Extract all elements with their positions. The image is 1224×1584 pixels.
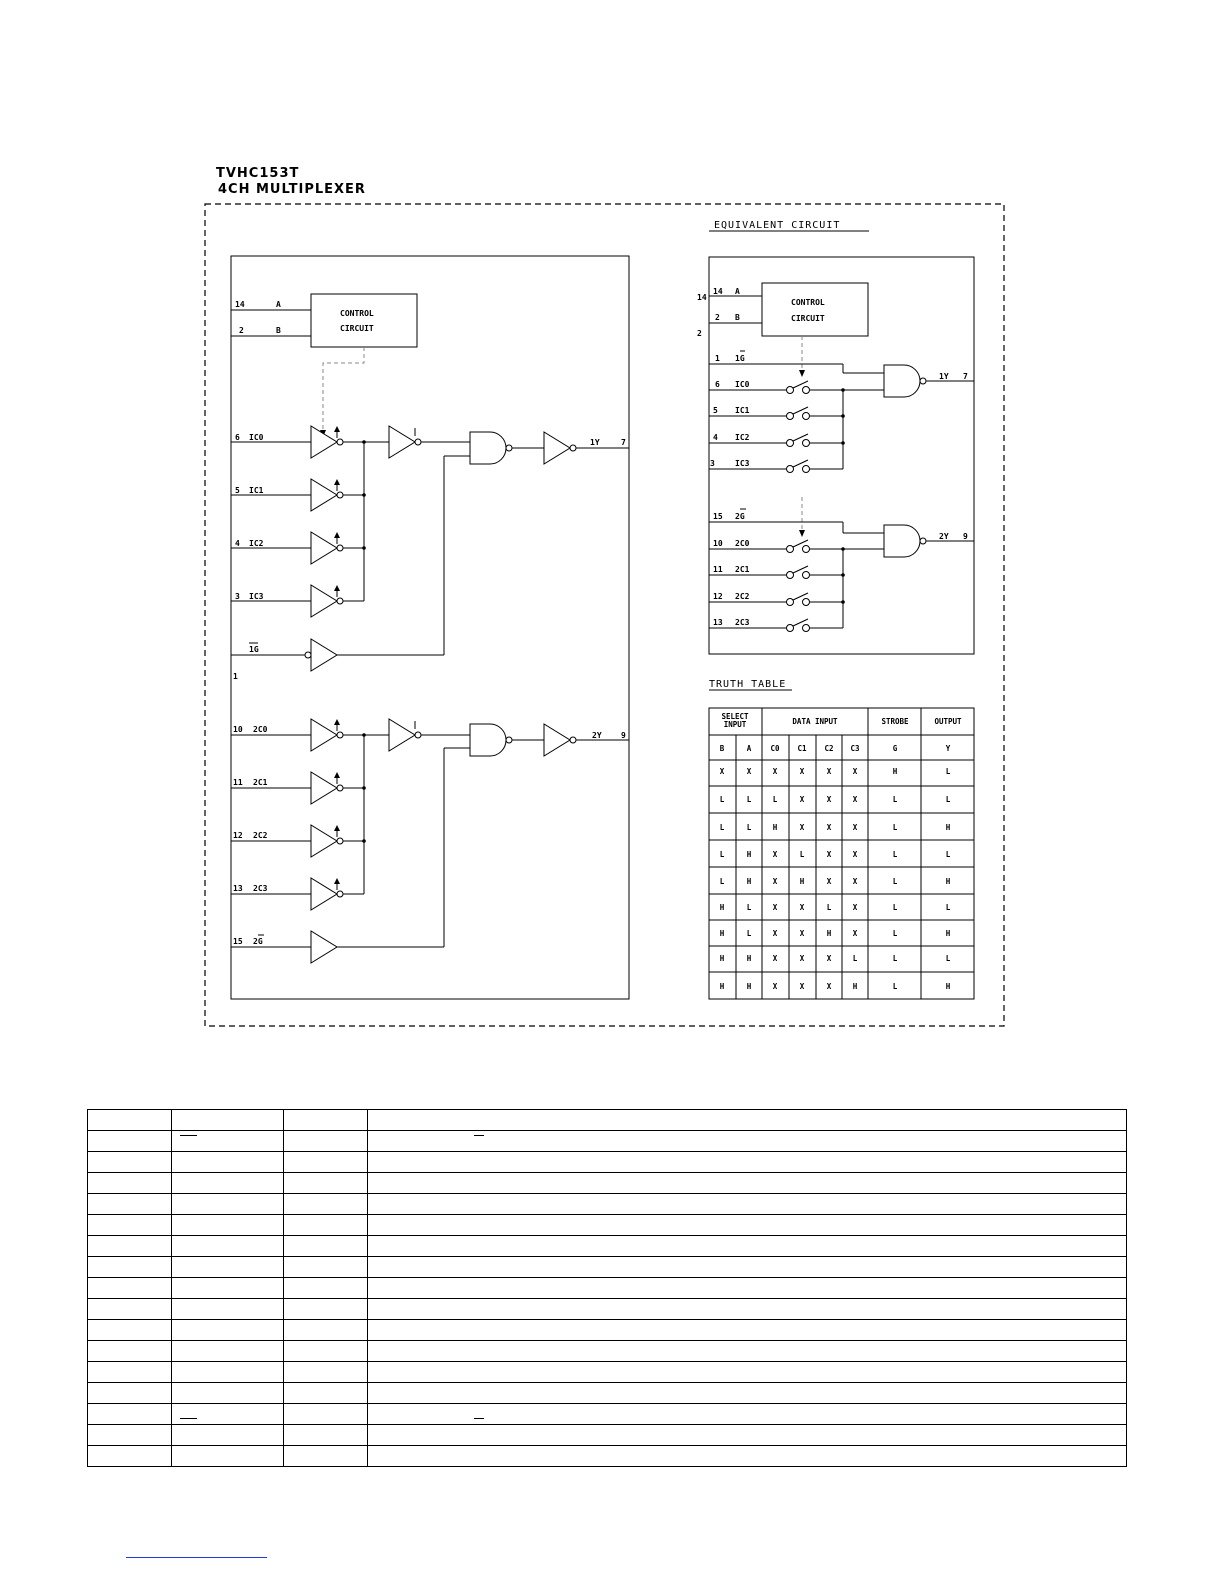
table-cell — [172, 1425, 284, 1446]
table-row — [88, 1173, 1127, 1194]
truth-table-cell: X — [826, 823, 832, 832]
truth-table-cell: X — [826, 795, 832, 804]
table-cell — [172, 1362, 284, 1383]
svg-text:1Y: 1Y — [590, 438, 600, 447]
truth-table-cell: X — [852, 767, 858, 776]
svg-text:10: 10 — [713, 539, 723, 548]
truth-table-cell: L — [945, 795, 951, 804]
table-row — [88, 1383, 1127, 1404]
truth-table-cell: L — [746, 929, 752, 938]
table-cell — [284, 1299, 368, 1320]
table-cell — [284, 1131, 368, 1152]
svg-text:CONTROL: CONTROL — [791, 298, 825, 307]
svg-text:13: 13 — [713, 618, 723, 627]
truth-table-cell: L — [945, 954, 951, 963]
svg-text:2C1: 2C1 — [253, 778, 268, 787]
truth-table-cell: X — [799, 982, 805, 991]
table-cell — [284, 1362, 368, 1383]
table-cell — [368, 1152, 1127, 1173]
table-cell — [172, 1299, 284, 1320]
truth-table-column-header: Y — [945, 744, 951, 753]
table-cell — [284, 1257, 368, 1278]
truth-table-cell: X — [826, 982, 832, 991]
truth-table-cell: X — [799, 903, 805, 912]
truth-table-cell: H — [799, 877, 805, 886]
table-row — [88, 1425, 1127, 1446]
svg-text:5: 5 — [235, 486, 240, 495]
table-cell — [284, 1404, 368, 1425]
table-cell — [172, 1341, 284, 1362]
strobe-1-label: 1G — [249, 645, 259, 654]
truth-table-cell: X — [772, 767, 778, 776]
truth-table-cell: X — [799, 929, 805, 938]
svg-text:IC1: IC1 — [249, 486, 264, 495]
table-row — [88, 1152, 1127, 1173]
table-row — [88, 1299, 1127, 1320]
svg-text:1G: 1G — [735, 354, 745, 363]
table-cell — [284, 1341, 368, 1362]
truth-table-cell: X — [826, 954, 832, 963]
truth-table-column-header: B — [719, 744, 725, 753]
truth-table-cell: X — [826, 877, 832, 886]
table-cell — [172, 1236, 284, 1257]
svg-text:1: 1 — [233, 672, 238, 681]
table-cell — [284, 1278, 368, 1299]
table-cell — [88, 1236, 172, 1257]
truth-table-cell: L — [852, 954, 858, 963]
table-cell — [88, 1341, 172, 1362]
truth-table-cell: L — [892, 903, 898, 912]
table-cell — [284, 1215, 368, 1236]
svg-text:13: 13 — [233, 884, 243, 893]
control-label-1: CONTROL — [340, 309, 374, 318]
truth-table-cell: H — [719, 903, 725, 912]
table-cell — [284, 1320, 368, 1341]
svg-text:IC2: IC2 — [249, 539, 264, 548]
truth-table-cell: H — [945, 982, 951, 991]
table-cell — [172, 1278, 284, 1299]
table-cell — [368, 1215, 1127, 1236]
overline-mark — [180, 1135, 197, 1136]
svg-text:2Y: 2Y — [939, 532, 949, 541]
truth-table-cell: X — [852, 903, 858, 912]
svg-text:IC0: IC0 — [249, 433, 264, 442]
svg-text:14: 14 — [713, 287, 723, 296]
svg-text:11: 11 — [713, 565, 723, 574]
control-label-2: CIRCUIT — [340, 324, 374, 333]
svg-text:INPUT: INPUT — [723, 720, 747, 729]
svg-text:IC1: IC1 — [735, 406, 750, 415]
svg-text:IC2: IC2 — [735, 433, 750, 442]
svg-text:2C3: 2C3 — [253, 884, 268, 893]
strobe-2-label: 2G — [253, 937, 263, 946]
svg-text:2C3: 2C3 — [735, 618, 750, 627]
truth-table-cell: L — [772, 795, 778, 804]
truth-table-cell: X — [852, 929, 858, 938]
truth-table-cell: H — [719, 954, 725, 963]
truth-table-cell: H — [772, 823, 778, 832]
footer-link-underline — [126, 1557, 267, 1558]
svg-text:STROBE: STROBE — [881, 717, 909, 726]
svg-text:12: 12 — [233, 831, 243, 840]
table-row — [88, 1257, 1127, 1278]
truth-table-cell: L — [719, 795, 725, 804]
truth-table-cell: X — [772, 929, 778, 938]
svg-text:2C2: 2C2 — [735, 592, 750, 601]
truth-table-cell: X — [799, 823, 805, 832]
svg-text:IC3: IC3 — [735, 459, 750, 468]
pin-name: A — [276, 300, 281, 309]
table-cell — [88, 1215, 172, 1236]
truth-table-cell: H — [746, 982, 752, 991]
svg-text:2C0: 2C0 — [253, 725, 268, 734]
svg-text:2C0: 2C0 — [735, 539, 750, 548]
svg-text:9: 9 — [963, 532, 968, 541]
truth-table-cell: L — [746, 823, 752, 832]
svg-text:6: 6 — [715, 380, 720, 389]
truth-table-cell: L — [719, 823, 725, 832]
svg-text:7: 7 — [621, 438, 626, 447]
table-cell — [88, 1404, 172, 1425]
svg-text:3: 3 — [235, 592, 240, 601]
truth-table-cell: L — [945, 850, 951, 859]
table-row — [88, 1236, 1127, 1257]
table-cell — [368, 1236, 1127, 1257]
table-cell — [172, 1257, 284, 1278]
table-cell — [172, 1194, 284, 1215]
table-cell — [368, 1131, 1127, 1152]
control-circuit-box — [311, 294, 417, 347]
table-cell — [88, 1152, 172, 1173]
table-cell — [368, 1110, 1127, 1131]
truth-table-cell: L — [892, 877, 898, 886]
table-cell — [284, 1194, 368, 1215]
truth-table-cell: L — [945, 903, 951, 912]
truth-table-cell: L — [799, 850, 805, 859]
pin-num: 14 — [235, 300, 245, 309]
table-cell — [284, 1152, 368, 1173]
table-cell — [368, 1404, 1127, 1425]
table-cell — [88, 1320, 172, 1341]
truth-table-column-header: C3 — [850, 744, 860, 753]
pin-num: 2 — [239, 326, 244, 335]
truth-table-cell: X — [852, 795, 858, 804]
table-cell — [368, 1425, 1127, 1446]
overline-mark — [180, 1418, 197, 1419]
table-row — [88, 1341, 1127, 1362]
table-cell — [368, 1362, 1127, 1383]
table-cell — [284, 1446, 368, 1467]
table-cell — [88, 1299, 172, 1320]
svg-text:6: 6 — [235, 433, 240, 442]
table-cell — [88, 1362, 172, 1383]
svg-text:DATA INPUT: DATA INPUT — [792, 717, 838, 726]
svg-text:5: 5 — [713, 406, 718, 415]
truth-table-cell: H — [826, 929, 832, 938]
truth-table-cell: H — [719, 982, 725, 991]
svg-text:4: 4 — [713, 433, 718, 442]
table-cell — [368, 1194, 1127, 1215]
truth-table-cell: X — [746, 767, 752, 776]
svg-text:2G: 2G — [735, 512, 745, 521]
truth-table-cell: X — [852, 850, 858, 859]
table-cell — [368, 1383, 1127, 1404]
table-row — [88, 1131, 1127, 1152]
svg-text:CIRCUIT: CIRCUIT — [791, 314, 825, 323]
equivalent-circuit-heading: EQUIVALENT CIRCUIT — [714, 220, 841, 231]
truth-table-cell: H — [719, 929, 725, 938]
table-row — [88, 1320, 1127, 1341]
svg-text:7: 7 — [963, 372, 968, 381]
table-cell — [88, 1194, 172, 1215]
svg-text:OUTPUT: OUTPUT — [934, 717, 962, 726]
truth-table-cell: X — [852, 877, 858, 886]
truth-table-cell: X — [826, 850, 832, 859]
table-cell — [284, 1425, 368, 1446]
table-cell — [172, 1131, 284, 1152]
table-row — [88, 1194, 1127, 1215]
table-cell — [284, 1173, 368, 1194]
overline-mark — [474, 1418, 484, 1419]
truth-table-cell: H — [746, 954, 752, 963]
svg-text:A: A — [735, 287, 740, 296]
truth-table-cell: H — [945, 877, 951, 886]
truth-table-cell: X — [852, 823, 858, 832]
chip-subtitle: 4CH MULTIPLEXER — [218, 182, 366, 197]
truth-table-cell: H — [945, 929, 951, 938]
truth-table-cell: X — [772, 903, 778, 912]
truth-table-cell: L — [746, 795, 752, 804]
truth-table-cell: L — [719, 850, 725, 859]
table-cell — [172, 1404, 284, 1425]
truth-table-cell: X — [799, 954, 805, 963]
table-cell — [172, 1383, 284, 1404]
table-cell — [368, 1173, 1127, 1194]
table-cell — [368, 1320, 1127, 1341]
truth-table-cell: X — [772, 877, 778, 886]
truth-table-heading: TRUTH TABLE — [709, 679, 787, 690]
truth-table-column-header: C0 — [770, 744, 780, 753]
svg-text:15: 15 — [233, 937, 243, 946]
truth-table-column-header: G — [892, 744, 898, 753]
svg-text:15: 15 — [713, 512, 723, 521]
table-cell — [284, 1110, 368, 1131]
truth-table-cell: X — [772, 850, 778, 859]
table-cell — [88, 1257, 172, 1278]
pin-name: B — [276, 326, 281, 335]
svg-text:2Y: 2Y — [592, 731, 602, 740]
svg-text:2C2: 2C2 — [253, 831, 268, 840]
truth-table-cell: L — [892, 795, 898, 804]
truth-table-cell: X — [799, 767, 805, 776]
svg-text:12: 12 — [713, 592, 723, 601]
truth-table — [709, 679, 974, 999]
table-cell — [88, 1131, 172, 1152]
table-row — [88, 1404, 1127, 1425]
table-row — [88, 1110, 1127, 1131]
table-cell — [88, 1278, 172, 1299]
truth-table-cell: L — [892, 954, 898, 963]
truth-table-cell: L — [746, 903, 752, 912]
table-cell — [88, 1173, 172, 1194]
table-cell — [284, 1236, 368, 1257]
svg-text:2: 2 — [715, 313, 720, 322]
truth-table-column-header: C2 — [824, 744, 834, 753]
truth-table-cell: L — [945, 767, 951, 776]
truth-table-cell: X — [772, 954, 778, 963]
svg-text:11: 11 — [233, 778, 243, 787]
table-cell — [88, 1383, 172, 1404]
table-row — [88, 1446, 1127, 1467]
svg-text:1Y: 1Y — [939, 372, 949, 381]
table-cell — [172, 1152, 284, 1173]
table-row — [88, 1215, 1127, 1236]
svg-text:3: 3 — [710, 459, 715, 468]
table-cell — [88, 1425, 172, 1446]
svg-text:9: 9 — [621, 731, 626, 740]
truth-table-cell: L — [719, 877, 725, 886]
table-cell — [88, 1446, 172, 1467]
table-cell — [368, 1278, 1127, 1299]
main-schematic — [231, 256, 629, 999]
table-cell — [368, 1299, 1127, 1320]
table-cell — [88, 1110, 172, 1131]
truth-table-cell: H — [746, 850, 752, 859]
table-cell — [284, 1383, 368, 1404]
chip-title: TVHC153T — [216, 166, 300, 181]
svg-text:IC3: IC3 — [249, 592, 264, 601]
svg-text:2C1: 2C1 — [735, 565, 750, 574]
svg-text:14: 14 — [697, 293, 707, 302]
truth-table-cell: L — [826, 903, 832, 912]
truth-table-column-header: A — [746, 744, 752, 753]
svg-text:1: 1 — [715, 354, 720, 363]
table-cell — [368, 1446, 1127, 1467]
truth-table-cell: H — [852, 982, 858, 991]
truth-table-cell: L — [892, 982, 898, 991]
table-cell — [368, 1257, 1127, 1278]
svg-text:10: 10 — [233, 725, 243, 734]
truth-table-cell: L — [892, 823, 898, 832]
truth-table-cell: H — [746, 877, 752, 886]
table-cell — [172, 1110, 284, 1131]
truth-table-column-header: C1 — [797, 744, 807, 753]
svg-text:B: B — [735, 313, 740, 322]
svg-text:2: 2 — [697, 329, 702, 338]
truth-table-cell: X — [719, 767, 725, 776]
table-cell — [172, 1320, 284, 1341]
table-cell — [172, 1215, 284, 1236]
equivalent-circuit — [697, 220, 974, 654]
svg-text:4: 4 — [235, 539, 240, 548]
table-cell — [172, 1173, 284, 1194]
table-cell — [172, 1446, 284, 1467]
truth-table-cell: H — [945, 823, 951, 832]
svg-text:IC0: IC0 — [735, 380, 750, 389]
truth-table-cell: X — [772, 982, 778, 991]
table-row — [88, 1362, 1127, 1383]
truth-table-cell: L — [892, 929, 898, 938]
table-row — [88, 1278, 1127, 1299]
table-cell — [368, 1341, 1127, 1362]
truth-table-cell: L — [892, 850, 898, 859]
truth-table-cell: H — [892, 767, 898, 776]
pin-description-table — [87, 1109, 1127, 1467]
svg-text:SELECT: SELECT — [721, 712, 749, 721]
truth-table-cell: X — [799, 795, 805, 804]
truth-table-cell: X — [826, 767, 832, 776]
overline-mark — [474, 1135, 484, 1136]
